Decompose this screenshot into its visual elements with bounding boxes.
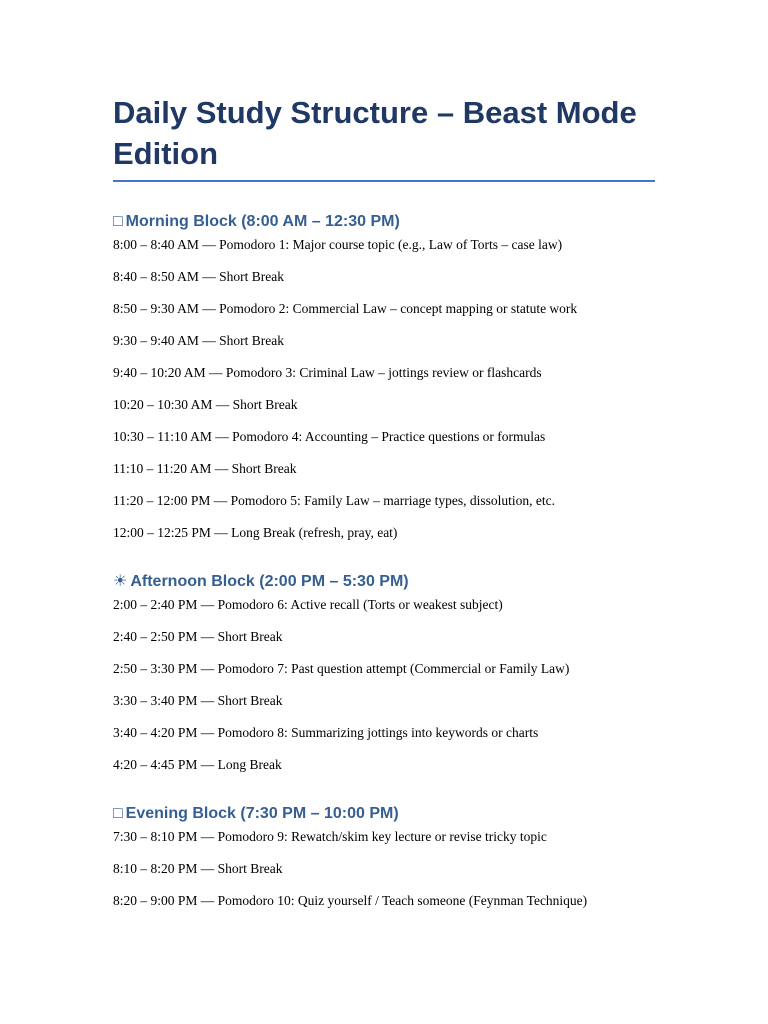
section-morning-block (113, 212, 655, 542)
schedule-list (113, 596, 655, 774)
missing-glyph-icon: □ (113, 805, 123, 822)
schedule-entry: 2:00 – 2:40 PM — Pomodoro 6: Active recall (Torts or weakest subject) (113, 597, 503, 612)
schedule-list (113, 828, 655, 910)
schedule-list (113, 236, 655, 542)
schedule-entry: 11:20 – 12:00 PM — Pomodoro 5: Family Law – marriage types, dissolution, etc. (113, 493, 555, 508)
schedule-entry: 10:30 – 11:10 AM — Pomodoro 4: Accounting – Practice questions or formulas (113, 429, 546, 444)
sun-icon: ☀ (113, 573, 128, 590)
schedule-entry: 12:00 – 12:25 PM — Long Break (refresh, pray, eat) (113, 525, 398, 540)
section-heading (113, 804, 655, 824)
schedule-entry: 4:20 – 4:45 PM — Long Break (113, 757, 282, 772)
schedule-entry: 3:40 – 4:20 PM — Pomodoro 8: Summarizing jottings into keywords or charts (113, 725, 539, 740)
schedule-entry: 9:30 – 9:40 AM — Short Break (113, 333, 284, 348)
section-afternoon-block (113, 572, 655, 774)
schedule-entry: 7:30 – 8:10 PM — Pomodoro 9: Rewatch/skim key lecture or revise tricky topic (113, 829, 547, 844)
schedule-entry: 8:50 – 9:30 AM — Pomodoro 2: Commercial Law – concept mapping or statute work (113, 301, 578, 316)
section-evening-block (113, 804, 655, 910)
section-heading-text: Morning Block (8:00 AM – 12:30 PM) (125, 213, 400, 230)
section-heading-text: Evening Block (7:30 PM – 10:00 PM) (125, 805, 399, 822)
section-heading (113, 212, 655, 232)
missing-glyph-icon: □ (113, 213, 123, 230)
schedule-entry: 8:00 – 8:40 AM — Pomodoro 1: Major course topic (e.g., Law of Torts – case law) (113, 237, 563, 252)
schedule-entry: 2:40 – 2:50 PM — Short Break (113, 629, 283, 644)
schedule-entry: 9:40 – 10:20 AM — Pomodoro 3: Criminal Law – jottings review or flashcards (113, 365, 542, 380)
schedule-entry: 8:20 – 9:00 PM — Pomodoro 10: Quiz yourself / Teach someone (Feynman Technique) (113, 893, 588, 908)
schedule-entry: 8:10 – 8:20 PM — Short Break (113, 861, 283, 876)
schedule-entry: 3:30 – 3:40 PM — Short Break (113, 693, 283, 708)
schedule-entry: 11:10 – 11:20 AM — Short Break (113, 461, 297, 476)
schedule-entry: 10:20 – 10:30 AM — Short Break (113, 397, 298, 412)
schedule-entry: 8:40 – 8:50 AM — Short Break (113, 269, 284, 284)
document-page (113, 92, 655, 910)
section-heading-text: Afternoon Block (2:00 PM – 5:30 PM) (130, 573, 409, 590)
section-heading (113, 572, 655, 592)
document-title: Daily Study Structure – Beast Mode Edition (113, 92, 655, 182)
schedule-entry: 2:50 – 3:30 PM — Pomodoro 7: Past question attempt (Commercial or Family Law) (113, 661, 570, 676)
